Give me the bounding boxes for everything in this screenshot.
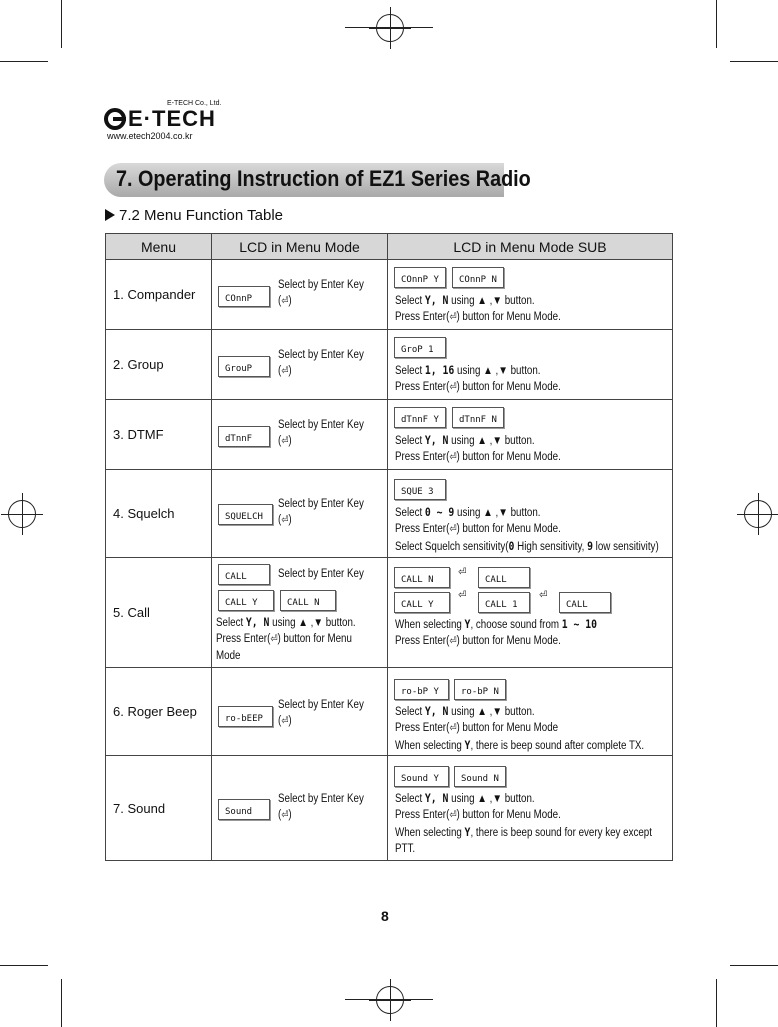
lcd-display: Sound xyxy=(218,799,270,820)
table-header-row xyxy=(106,234,673,260)
lcd-mode-cell xyxy=(212,260,388,330)
enter-key-icon: ⏎ xyxy=(281,295,289,307)
enter-key-icon: ⏎ xyxy=(281,435,289,447)
lcd-mode-cell xyxy=(212,668,388,756)
triangle-bullet-icon xyxy=(105,209,115,221)
lcd-display: GroP 1 xyxy=(394,337,446,358)
mode-instruction: Select by Enter Key (⏎) xyxy=(278,497,364,526)
lcd-display: dTnnF Y xyxy=(394,407,446,428)
lcd-display: ro-bP Y xyxy=(394,679,449,700)
text: using ▲ ,▼ button. xyxy=(448,705,535,718)
enter-key-icon: ⏎ xyxy=(281,715,289,727)
text: Select xyxy=(395,705,425,718)
text: Press Enter( xyxy=(395,721,450,734)
menu-function-table xyxy=(105,233,673,861)
table-row xyxy=(106,330,673,400)
lcd-sub-cell xyxy=(388,668,673,756)
text: Select xyxy=(395,294,425,307)
table-row xyxy=(106,558,673,668)
company-url: www.etech2004.co.kr xyxy=(107,131,193,141)
enter-key-icon: ⏎ xyxy=(539,589,548,601)
text: using ▲ ,▼ button. xyxy=(454,364,541,377)
value-text: 0 xyxy=(508,538,515,553)
value-text: Y xyxy=(464,616,471,631)
text: Mode xyxy=(216,649,241,662)
table-row xyxy=(106,470,673,558)
menu-name: 4. Squelch xyxy=(106,470,212,558)
table-row xyxy=(106,260,673,330)
text: ) button for Menu Mode. xyxy=(456,808,561,821)
instruction-text xyxy=(395,504,659,555)
lcd-display: COnnP xyxy=(218,286,270,307)
text: ) button for Menu Mode. xyxy=(456,634,561,647)
text: Press Enter( xyxy=(395,380,450,393)
enter-key-icon: ⏎ xyxy=(449,451,457,463)
lcd-display: ro-bP N xyxy=(454,679,506,700)
text: Press Enter( xyxy=(216,632,271,645)
mode-instruction-text: Select by Enter Key xyxy=(278,348,364,361)
crop-mark xyxy=(716,979,717,1027)
text: ) button for Menu Mode. xyxy=(456,522,561,535)
text: Select xyxy=(395,364,425,377)
menu-name: 1. Compander xyxy=(106,260,212,330)
table-row xyxy=(106,756,673,861)
lcd-display: CALL N xyxy=(280,590,336,611)
value-text: 1, 16 xyxy=(424,362,455,377)
lcd-display: dTnnF N xyxy=(452,407,504,428)
enter-key-icon: ⏎ xyxy=(270,633,278,645)
text: low sensitivity) xyxy=(592,540,659,553)
section-title: 7.2 Menu Function Table xyxy=(119,207,283,224)
mode-instruction: Select by Enter Key (⏎) xyxy=(278,278,364,307)
lcd-sub-cell xyxy=(388,470,673,558)
text: When selecting xyxy=(395,826,465,839)
enter-key-icon: ⏎ xyxy=(449,809,457,821)
registration-mark xyxy=(376,986,404,1014)
registration-mark xyxy=(8,500,36,528)
text: Select xyxy=(395,506,425,519)
text: Select xyxy=(395,434,425,447)
text: Press Enter( xyxy=(395,808,450,821)
value-text: Y, N xyxy=(245,614,270,629)
instruction-text xyxy=(395,790,652,857)
lcd-display: Sound N xyxy=(454,766,506,787)
instruction-text xyxy=(395,292,561,326)
mode-instruction-text: Select by Enter Key xyxy=(278,278,364,291)
company-name-small: E-TECH Co., Ltd. xyxy=(167,100,222,107)
value-text: 0 ~ 9 xyxy=(424,504,455,519)
crop-mark xyxy=(61,0,62,48)
text: Press Enter( xyxy=(395,634,450,647)
text: When selecting xyxy=(395,618,465,631)
instruction-text xyxy=(216,614,356,664)
lcd-display: SQUELCH xyxy=(218,504,273,525)
value-text: Y, N xyxy=(424,292,449,307)
mode-instruction-text: Select by Enter Key xyxy=(278,792,364,805)
text: High sensitivity, xyxy=(514,540,588,553)
mode-instruction-text: Select by Enter Key xyxy=(278,497,364,510)
text: ) button for Menu Mode. xyxy=(456,310,561,323)
column-header-lcd-mode: LCD in Menu Mode xyxy=(212,234,388,260)
text: PTT. xyxy=(395,842,416,855)
text: , choose sound from xyxy=(470,618,562,631)
enter-key-icon: ⏎ xyxy=(449,722,457,734)
text: using ▲ ,▼ button. xyxy=(448,792,535,805)
crop-mark xyxy=(0,965,48,966)
instruction-text xyxy=(395,703,644,754)
text: ) button for Menu Mode. xyxy=(456,380,561,393)
mode-instruction: Select by Enter Key (⏎) xyxy=(278,418,364,447)
menu-name: 6. Roger Beep xyxy=(106,668,212,756)
lcd-display: CALL N xyxy=(394,567,450,588)
mode-instruction-text: Select by Enter Key xyxy=(278,567,364,580)
enter-key-icon: ⏎ xyxy=(458,589,467,601)
menu-name: 3. DTMF xyxy=(106,400,212,470)
column-header-lcd-sub: LCD in Menu Mode SUB xyxy=(388,234,673,260)
crop-mark xyxy=(730,965,778,966)
text: Select xyxy=(216,616,246,629)
chapter-title-bar xyxy=(104,163,531,197)
column-header-menu: Menu xyxy=(106,234,212,260)
text: Select xyxy=(395,792,425,805)
text: When selecting xyxy=(395,739,465,752)
registration-mark xyxy=(744,500,772,528)
lcd-sub-cell xyxy=(388,400,673,470)
lcd-display: CALL 1 xyxy=(478,592,530,613)
text: Press Enter( xyxy=(395,450,450,463)
enter-key-icon: ⏎ xyxy=(449,635,457,647)
lcd-display: Sound Y xyxy=(394,766,449,787)
lcd-display: SQUE 3 xyxy=(394,479,446,500)
lcd-sub-cell xyxy=(388,558,673,668)
text: , there is beep sound after complete TX. xyxy=(470,739,645,752)
mode-instruction-text: Select by Enter Key xyxy=(278,698,364,711)
value-text: Y xyxy=(464,824,471,839)
text: ) button for Menu xyxy=(277,632,352,645)
text: , there is beep sound for every key except xyxy=(470,826,652,839)
value-text: Y, N xyxy=(424,790,449,805)
lcd-display: GrouP xyxy=(218,356,270,377)
enter-key-icon: ⏎ xyxy=(458,566,467,578)
company-logo xyxy=(104,100,244,146)
lcd-mode-cell xyxy=(212,400,388,470)
value-text: 1 ~ 10 xyxy=(561,616,598,631)
lcd-display: dTnnF xyxy=(218,426,270,447)
crop-mark xyxy=(716,0,717,48)
text: using ▲ ,▼ button. xyxy=(448,294,535,307)
crop-mark xyxy=(61,979,62,1027)
lcd-mode-cell xyxy=(212,756,388,861)
lcd-sub-cell xyxy=(388,330,673,400)
chapter-title: 7. Operating Instruction of EZ1 Series Radio xyxy=(116,166,531,191)
menu-name: 5. Call xyxy=(106,558,212,668)
lcd-display: COnnP N xyxy=(452,267,504,288)
enter-key-icon: ⏎ xyxy=(449,381,457,393)
text: ) button for Menu Mode. xyxy=(456,450,561,463)
crop-mark xyxy=(0,61,48,62)
lcd-display: CALL Y xyxy=(394,592,450,613)
instruction-text xyxy=(395,362,561,396)
mode-instruction: Select by Enter Key (⏎) xyxy=(278,792,364,821)
lcd-display: COnnP Y xyxy=(394,267,446,288)
menu-name: 7. Sound xyxy=(106,756,212,861)
text: using ▲ ,▼ button. xyxy=(269,616,356,629)
lcd-mode-cell xyxy=(212,558,388,668)
table-row xyxy=(106,400,673,470)
section-heading xyxy=(105,207,283,224)
instruction-text xyxy=(395,432,561,466)
mode-instruction: Select by Enter Key (⏎) xyxy=(278,698,364,727)
lcd-mode-cell xyxy=(212,470,388,558)
value-text: Y, N xyxy=(424,703,449,718)
mode-instruction-text: Select by Enter Key xyxy=(278,418,364,431)
lcd-display: CALL Y xyxy=(218,590,274,611)
text: Press Enter( xyxy=(395,310,450,323)
text: ) button for Menu Mode xyxy=(456,721,559,734)
lcd-display: ro-bEEP xyxy=(218,706,273,727)
text: Press Enter( xyxy=(395,522,450,535)
lcd-display: CALL xyxy=(218,564,270,585)
value-text: 9 xyxy=(587,538,593,553)
value-text: Y xyxy=(464,737,471,752)
brand-name: E·TECH xyxy=(128,106,216,131)
lcd-sub-cell xyxy=(388,756,673,861)
lcd-mode-cell xyxy=(212,330,388,400)
mode-instruction: Select by Enter Key (⏎) xyxy=(278,348,364,377)
registration-mark xyxy=(376,14,404,42)
menu-name: 2. Group xyxy=(106,330,212,400)
lcd-sub-cell xyxy=(388,260,673,330)
lcd-display: CALL xyxy=(478,567,530,588)
page-number: 8 xyxy=(381,908,389,924)
value-text: Y, N xyxy=(424,432,449,447)
crop-mark xyxy=(730,61,778,62)
enter-key-icon: ⏎ xyxy=(281,809,289,821)
lcd-display: CALL xyxy=(559,592,611,613)
text: using ▲ ,▼ button. xyxy=(448,434,535,447)
text: using ▲ ,▼ button. xyxy=(454,506,541,519)
enter-key-icon: ⏎ xyxy=(281,514,289,526)
e-tech-ring-logo-icon xyxy=(104,108,126,130)
enter-key-icon: ⏎ xyxy=(449,311,457,323)
enter-key-icon: ⏎ xyxy=(449,523,457,535)
instruction-text xyxy=(395,616,597,650)
table-row xyxy=(106,668,673,756)
enter-key-icon: ⏎ xyxy=(281,365,289,377)
text: Select Squelch sensitivity( xyxy=(395,540,509,553)
